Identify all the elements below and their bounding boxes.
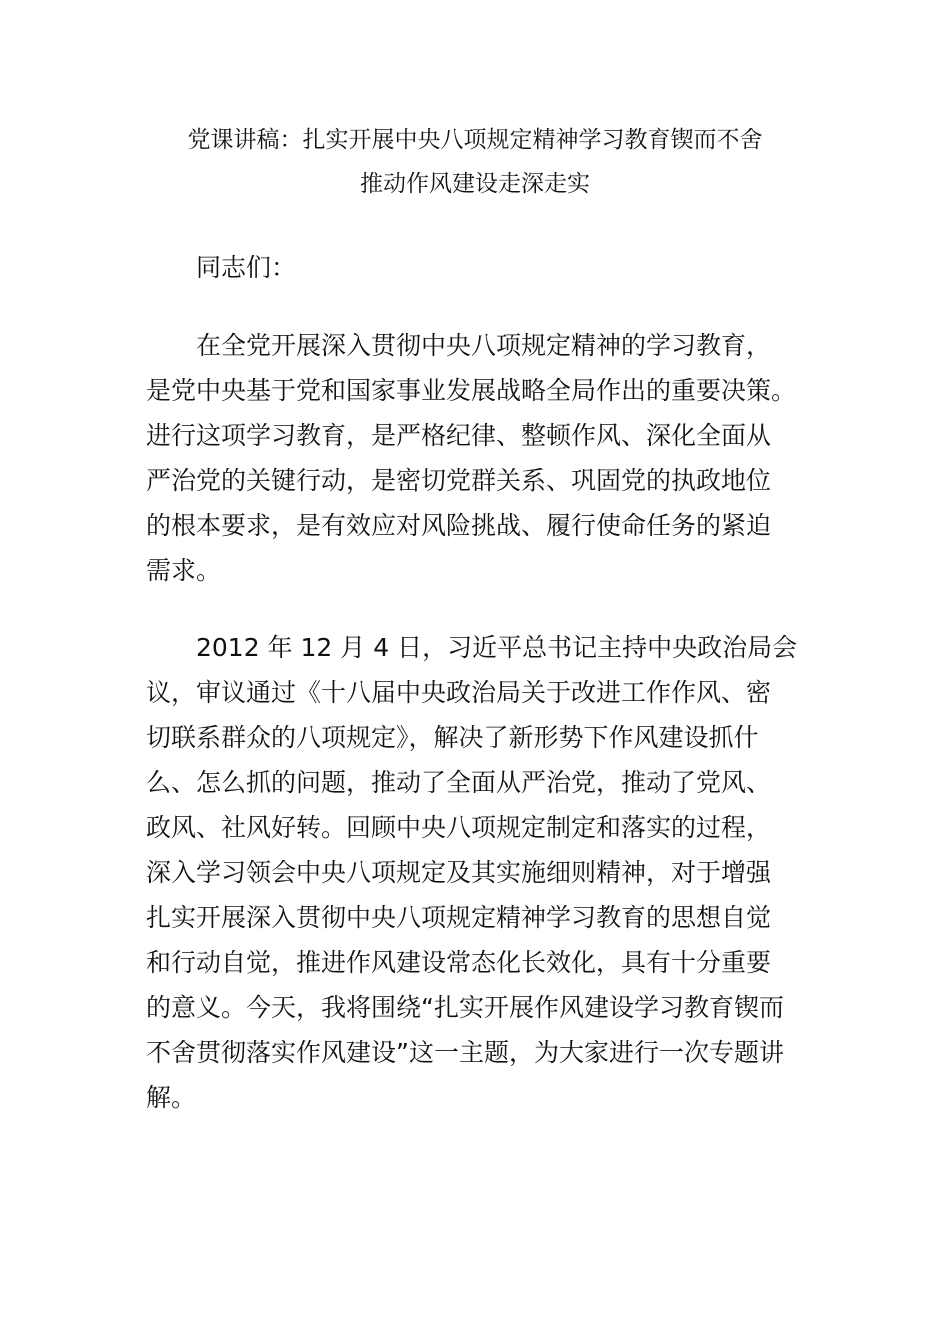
paragraph-line: 在全党开展深入贯彻中央八项规定精神的学习教育，: [196, 331, 772, 360]
paragraph-line: 么、怎么抓的问题，推动了全面从严治党，推动了党风、: [146, 768, 772, 797]
paragraph-line: 和行动自觉，推进作风建设常态化长效化，具有十分重要: [146, 948, 772, 977]
title-line: 党课讲稿：扎实开展中央八项规定精神学习教育锲而不舍: [187, 127, 763, 153]
paragraph-line: 进行这项学习教育，是严格纪律、整顿作风、深化全面从: [146, 421, 772, 450]
paragraph-line: 扎实开展深入贯彻中央八项规定精神学习教育的思想自觉: [146, 903, 772, 932]
paragraph-line: 是党中央基于党和国家事业发展战略全局作出的重要决策。: [146, 376, 797, 405]
paragraph-line: 深入学习领会中央八项规定及其实施细则精神，对于增强: [146, 858, 772, 887]
paragraph-line: 的根本要求，是有效应对风险挑战、履行使命任务的紧迫: [146, 511, 772, 540]
salutation-text: 同志们：: [196, 253, 297, 282]
paragraph-2: [146, 625, 806, 1120]
paragraph-line: 的意义。今天，我将围绕“扎实开展作风建设学习教育锲而: [146, 993, 784, 1022]
paragraph-line: 严治党的关键行动，是密切党群关系、巩固党的执政地位: [146, 466, 772, 495]
paragraph-line: 需求。: [146, 556, 222, 585]
salutation: [146, 245, 806, 290]
title-line: 推动作风建设走深走实: [360, 171, 590, 197]
paragraph-line: 议，审议通过《十八届中央政治局关于改进工作作风、密: [146, 678, 772, 707]
paragraph-line: 切联系群众的八项规定》，解决了新形势下作风建设抓什: [146, 723, 759, 752]
document-title: [140, 118, 810, 206]
paragraph-line: 政风、社风好转。回顾中央八项规定制定和落实的过程，: [146, 813, 772, 842]
paragraph-line: 解。: [146, 1083, 197, 1112]
paragraph-line: 2012 年 12 月 4 日，习近平总书记主持中央政治局会: [196, 633, 798, 662]
paragraph-line: 不舍贯彻落实作风建设”这一主题，为大家进行一次专题讲: [146, 1038, 784, 1067]
paragraph-1: [146, 323, 806, 593]
